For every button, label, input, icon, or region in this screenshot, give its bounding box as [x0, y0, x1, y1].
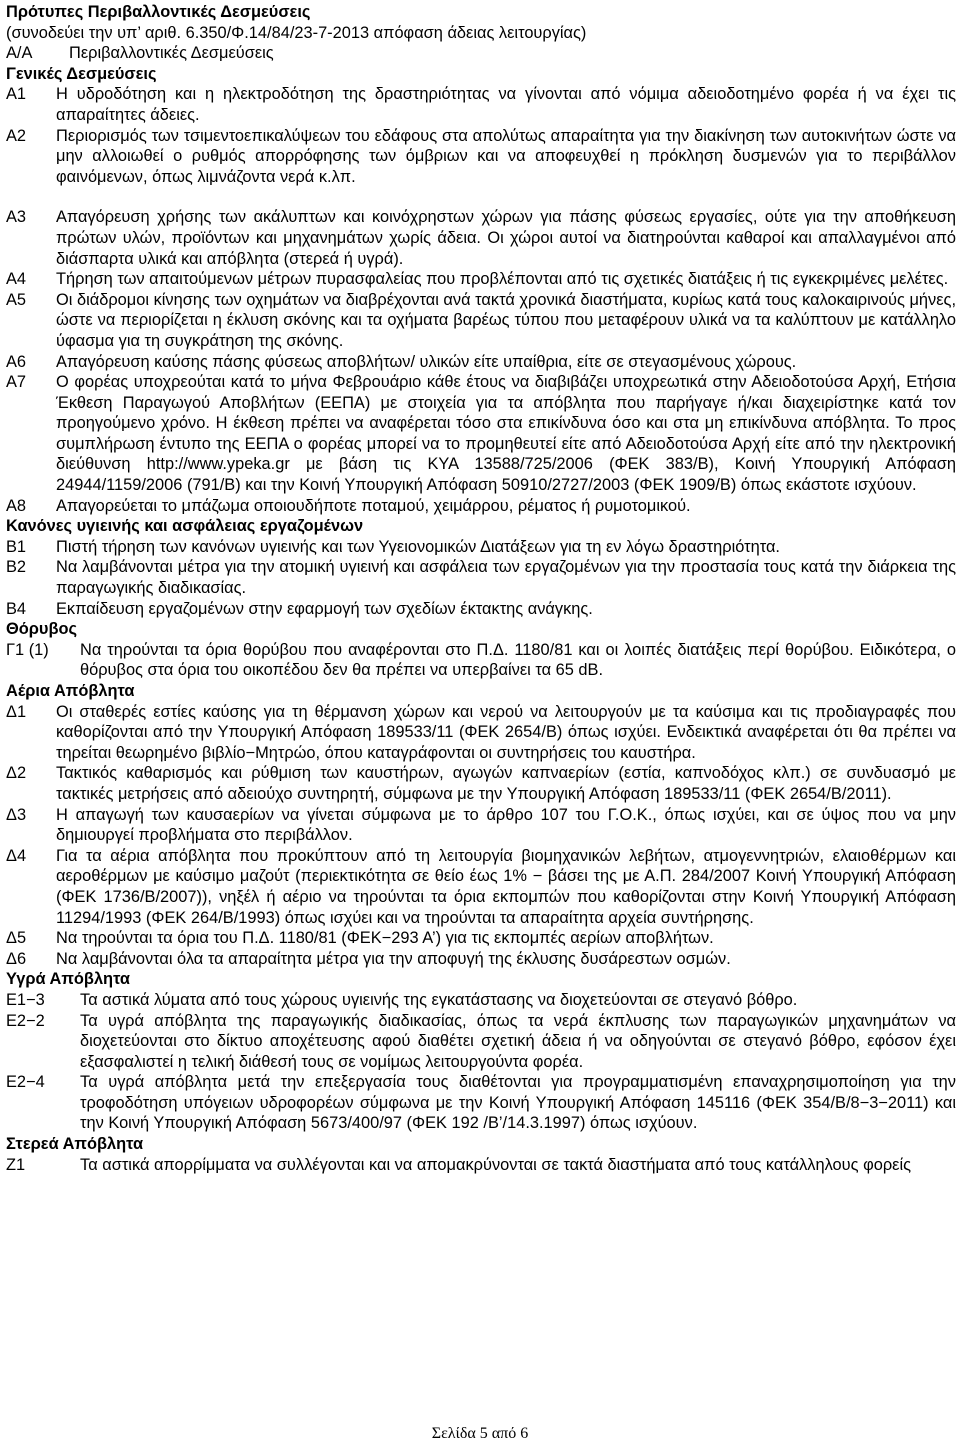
list-item	[6, 372, 956, 496]
item-code: Α2	[6, 126, 27, 145]
list-item	[6, 290, 956, 352]
list-item	[6, 702, 956, 764]
column-header	[6, 43, 956, 64]
item-text: Να λαμβάνονται όλα τα απαραίτητα μέτρα για την αποφυγή της έκλυσης δυσάρεστων οσμών.	[56, 949, 731, 968]
list-item	[6, 928, 956, 949]
item-code: Ε1−3	[6, 990, 45, 1009]
item-text: Τήρηση των απαιτούμενων μέτρων πυρασφαλείας που προβλέπονται από τις σχετικές διατάξεις ή τις εγκεκριμένες μελέτες.	[56, 270, 949, 289]
item-text: Απαγόρευση χρήσης των ακάλυπτων και κοινόχρηστων χώρων για πάσης φύσεως εργασίες, ούτε για την αποθήκευση πρώτων υλών, προϊόντων και μηχανημάτων χωρίς άδεια. Οι χώροι αυτοί να διατηρούνται καθαροί και απαλλαγμένοι από διάσπαρτα υλικά και απόβλητα (στερεά ή υγρά).	[56, 208, 956, 268]
item-text: Η υδροδότηση και η ηλεκτροδότηση της δραστηριότητας να γίνονται από νόμιμα αδειοδοτημένο φορέα ή να έχει τις απαραίτητες άδειες.	[56, 85, 956, 124]
item-text: Οι διάδρομοι κίνησης των οχημάτων να διαβρέχονται ανά τακτά χρονικά διαστήματα, κυρίως κατά τους καλοκαιρινούς μήνες, ώστε να περιορίζεται η έκλυση σκόνης και τα οχήματα βαρέως τύπου που μεταφέρουν υλικά να τα καλύπτουν με κατάλληλο ύφασμα για τη συγκράτηση της σκόνης.	[56, 290, 956, 350]
item-text: Τα αστικά λύματα από τους χώρους υγιεινής της εγκατάστασης να διοχετεύονται σε στεγανό βόθρο.	[80, 990, 798, 1009]
list-item	[6, 352, 956, 373]
item-text: Πιστή τήρηση των κανόνων υγιεινής και των Υγειονομικών Διατάξεων για τη εν λόγω δραστηριότητα.	[56, 537, 780, 556]
list-item	[6, 949, 956, 970]
page-subtitle: (συνοδεύει την υπ’ αριθ. 6.350/Φ.14/84/23-7-2013 απόφαση άδειας λειτουργίας)	[6, 23, 587, 42]
item-code: Β4	[6, 599, 27, 618]
list-item	[6, 496, 956, 517]
item-text: Τακτικός καθαρισμός και ρύθμιση των καυστήρων, αγωγών καπναερίων (εστία, καπνοδόχος κλπ.) σε συνδυασμό με τακτικές μετρήσεις από αδειούχο συντηρητή, σύμφωνα με την Υπουργική Απόφαση 189533/11 (ΦΕΚ 2654/Β/2011).	[56, 764, 956, 803]
item-code: Δ6	[6, 949, 27, 968]
section-title: Θόρυβος	[6, 620, 77, 639]
list-item	[6, 537, 956, 558]
item-code: Α1	[6, 85, 27, 104]
item-code: Ε2−2	[6, 1011, 45, 1030]
item-text: Ο φορέας υποχρεούται κατά το μήνα Φεβρουάριο κάθε έτους να διαβιβάζει υποχρεωτικά στην Αδειοδοτούσα Αρχή, Ετήσια Έκθεση Παραγωγού Αποβλήτων (ΕΕΠΑ) με στοιχεία για τα απόβλητα που παρήγαγε ή/και διαχειρίστηκε κατά τον προηγούμενο χρόνο. Η έκθεση πρέπει να αναφέρεται τόσο στα επικίνδυνα όσο και στα μη επικίνδυνα απόβλητα. Το προς συμπλήρωση έντυπο της ΕΕΠΑ ο φορέας μπορεί να το προμηθευτεί είτε από Αδειοδοτούσα Αρχή είτε από την ηλεκτρονική διεύθυνση http://www.ypeka.gr με βάση τις ΚΥΑ 13588/725/2006 (ΦΕΚ 383/Β), Κοινή Υπουργική Απόφαση 24944/1159/2006 (791/Β) και την Κοινή Υπουργική Απόφαση 50910/2727/2003 (ΦΕΚ 1909/Β) όπως εκάστοτε ισχύουν.	[56, 373, 956, 495]
item-code: Β1	[6, 537, 27, 556]
item-text: Να τηρούνται τα όρια του Π.Δ. 1180/81 (ΦΕΚ−293 Α’) για τις εκπομπές αερίων αποβλήτων.	[56, 929, 714, 948]
item-code: Ε2−4	[6, 1073, 45, 1092]
item-text: Η απαγωγή των καυσαερίων να γίνεται σύμφωνα με το άρθρο 107 του Γ.Ο.Κ., όπως ισχύει, και σε ύψος που να μην δημιουργεί προβλήματα στο περιβάλλον.	[56, 805, 956, 845]
list-item	[6, 1072, 956, 1134]
list-item	[6, 805, 956, 846]
item-code: Α7	[6, 373, 27, 392]
item-text: Τα αστικά απορρίμματα να συλλέγονται και να απομακρύνονται σε τακτά διαστήματα από τους κατάλληλους φορείς	[80, 1155, 911, 1174]
list-item	[6, 1155, 956, 1176]
document-page	[6, 2, 956, 1175]
item-text: Περιορισμός των τσιμεντοεπικαλύψεων του εδάφους στα απολύτως απαραίτητα για την διακίνηση των αυτοκινήτων ώστε να μην αλλοιωθεί ο ρυθμός απορρόφησης των όμβριων και να αποφευχθεί η πρόκληση δυσμενών για το περιβάλλον φαινόμενων, όπως λιμνάζοντα νερά κ.λπ.	[56, 126, 956, 186]
page-number: Σελίδα 5 από 6	[431, 1425, 529, 1442]
item-code: Δ1	[6, 702, 27, 721]
item-text: Οι σταθερές εστίες καύσης για τη θέρμανση χώρων και νερού να λειτουργούν με τα καύσιμα και τις προδιαγραφές που καθορίζονται από την Υπουργική Απόφαση 189533/11 (ΦΕΚ 2654/Β) όπως ισχύει. Ενδεικτικά αναφέρεται ότι θα πρέπει να τηρείται θεωρημένο βιβλίο−Μητρώο, όπου καταγράφονται οι συντηρήσεις του καυστήρα.	[56, 702, 956, 762]
list-item	[6, 846, 956, 928]
page-title: Πρότυπες Περιβαλλοντικές Δεσμεύσεις	[6, 3, 311, 21]
item-text: Απαγορεύεται το μπάζωμα οποιουδήποτε ποταμού, χειμάρρου, ρέματος ή ρυμοτομικού.	[56, 496, 691, 515]
column-code-header: Α/Α	[6, 44, 33, 63]
item-text: Για τα αέρια απόβλητα που προκύπτουν από τη λειτουργία βιομηχανικών λεβήτων, ατμογεννητριών, ελαιοθέρμων και αεροθέρμων με καύσιμο μαζούτ (περιεκτικότητα σε θείο έως 1% − βάσει της με Α.Π. 284/2007 Κοινή Υπουργική Απόφαση (ΦΕΚ 1736/Β/2007)), νηξέλ ή αέριο να τηρούνται τα όρια εκπομπών που καθορίζονται στην Κοινή Υπουργική Απόφαση 11294/1993 (ΦΕΚ 264/Β/1993) όπως ισχύει και να τηρούνται τα απαραίτητα αρχεία συντήρησης.	[56, 846, 956, 927]
section-title: Στερεά Απόβλητα	[6, 1135, 144, 1154]
item-text: Τα υγρά απόβλητα μετά την επεξεργασία τους διαθέτονται για προγραμματισμένη επαναχρησιμοποίηση για την τροφοδότηση υπόγειων υδροφορέων σύμφωνα με την Κοινή Υπουργική Απόφαση 145116 (ΦΕΚ 354/Β/8−3−2011) και την Κοινή Υπουργική Απόφαση 5673/400/97 (ΦΕΚ 192 /Β’/14.3.1997) όπως ισχύουν.	[80, 1073, 956, 1133]
item-text: Τα υγρά απόβλητα της παραγωγικής διαδικασίας, όπως τα νερά έκπλυσης των παραγωγικών μηχανημάτων να διοχετεύονται στο δίκτυο αποχέτευσης αφού διαθέτει σχετική άδεια ή να οδηγούνται σε στεγανό βόθρο, εφόσον έχει εξασφαλιστεί η τελική διάθεσή τους σε νομίμως λειτουργούντα φορέα.	[80, 1011, 956, 1071]
item-code: Ζ1	[6, 1155, 26, 1174]
section-title: Αέρια Απόβλητα	[6, 682, 135, 700]
section-title: Γενικές Δεσμεύσεις	[6, 64, 157, 83]
item-code: Α3	[6, 208, 27, 227]
list-item	[6, 207, 956, 269]
list-item	[6, 269, 956, 290]
item-code: Α5	[6, 290, 27, 309]
list-item	[6, 557, 956, 598]
item-text: Να τηρούνται τα όρια θορύβου που αναφέρονται στο Π.Δ. 1180/81 και οι λοιπές διατάξεις περί θορύβου. Ειδικότερα, ο θόρυβος στα όρια του οικοπέδου δεν θα πρέπει να υπερβαίνει τα 65 dB.	[80, 640, 956, 680]
item-code: Δ2	[6, 764, 27, 783]
item-code: Α4	[6, 270, 27, 289]
item-code: Β2	[6, 558, 27, 577]
spacer	[6, 187, 956, 207]
list-item	[6, 84, 956, 125]
item-text: Εκπαίδευση εργαζομένων στην εφαρμογή των σχεδίων έκτακτης ανάγκης.	[56, 599, 593, 618]
item-code: Δ5	[6, 929, 27, 948]
item-code: Α8	[6, 496, 27, 515]
column-title-header: Περιβαλλοντικές Δεσμεύσεις	[69, 44, 274, 63]
item-code: Δ4	[6, 846, 27, 865]
item-code: Γ1 (1)	[6, 640, 49, 659]
item-text: Απαγόρευση καύσης πάσης φύσεως αποβλήτων/ υλικών είτε υπαίθρια, είτε σε στεγασμένους χώρους.	[56, 352, 797, 371]
list-item	[6, 126, 956, 188]
section-title: Υγρά Απόβλητα	[6, 970, 131, 989]
list-item	[6, 763, 956, 804]
list-item	[6, 599, 956, 620]
section-title: Κανόνες υγιεινής και ασφάλειας εργαζομένων	[6, 517, 364, 536]
list-item	[6, 990, 956, 1011]
list-item	[6, 640, 956, 681]
list-item	[6, 1011, 956, 1073]
item-text: Να λαμβάνονται μέτρα για την ατομική υγιεινή και ασφάλεια των εργαζομένων για την προστασία τους κατά την διάρκεια της παραγωγικής διαδικασίας.	[56, 558, 956, 598]
item-code: Δ3	[6, 805, 27, 824]
item-code: Α6	[6, 352, 27, 371]
